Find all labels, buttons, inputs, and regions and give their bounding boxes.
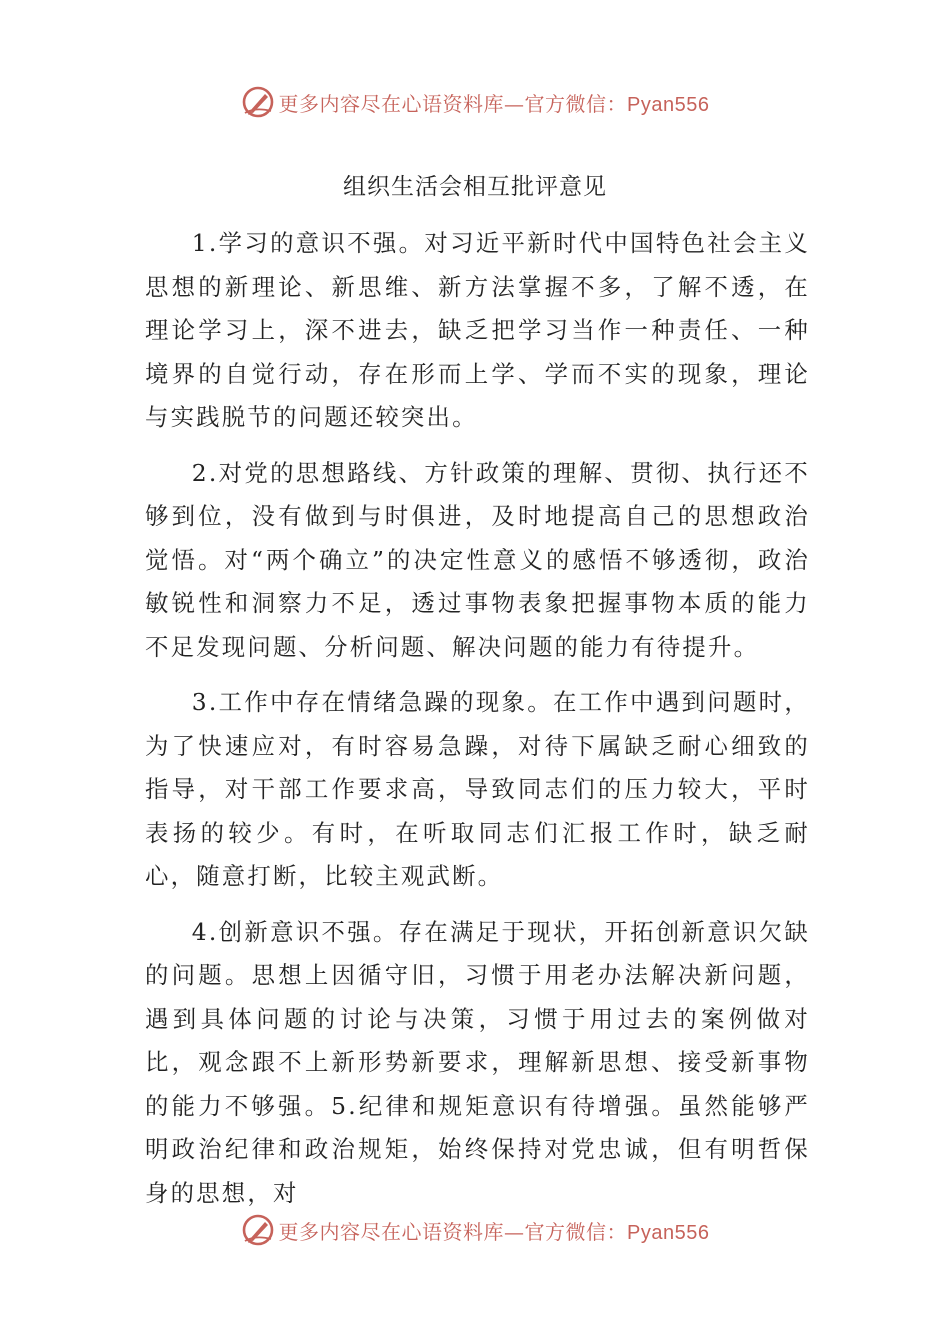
document-title: 组织生活会相互批评意见	[343, 174, 607, 200]
paragraph-4: 4.创新意识不强。存在满足于现状，开拓创新意识欠缺的问题。思想上因循守旧，习惯于用老办法解决新问题，遇到具体问题的讨论与决策，习惯于用过去的案例做对比，观念跟不上新形势新要求，理解新思想、接受新事物的能力不够强。5.纪律和规矩意识有待增强。虽然能够严明政治纪律和政治规矩，始终保持对党忠诚，但有明哲保身的思想，对	[145, 917, 810, 1207]
paragraph-2: 2.对党的思想路线、方针政策的理解、贯彻、执行还不够到位，没有做到与时俱进，及时地提高自己的思想政治觉悟。对“两个确立”的决定性意义的感悟不够透彻，政治敏锐性和洞察力不足，透过事物表象把握事物本质的能力不足发现问题、分析问题、解决问题的能力有待提升。	[145, 458, 810, 661]
pen-in-circle-logo	[241, 1213, 275, 1247]
banner-text: 更多内容尽在心语资料库—官方微信：Pyan556	[278, 91, 710, 116]
footer-banner	[0, 1210, 950, 1250]
document-body	[145, 222, 810, 1227]
wechat-id: Pyan556	[627, 1221, 710, 1244]
paragraph-3: 3.工作中存在情绪急躁的现象。在工作中遇到问题时，为了快速应对，有时容易急躁，对待下属缺乏耐心细致的指导，对干部工作要求高，导致同志们的压力较大，平时表扬的较少。有时，在听取同志们汇报工作时，缺乏耐心，随意打断，比较主观武断。	[145, 688, 810, 890]
wechat-id: Pyan556	[627, 93, 710, 116]
header-banner	[0, 82, 950, 122]
banner-text: 更多内容尽在心语资料库—官方微信：Pyan556	[278, 1219, 710, 1244]
paragraph-1: 1.学习的意识不强。对习近平新时代中国特色社会主义思想的新理论、新思维、新方法掌握不多，了解不透，在理论学习上，深不进去，缺乏把学习当作一种责任、一种境界的自觉行动，存在形而上学、学而不实的现象，理论与实践脱节的问题还较突出。	[145, 229, 810, 431]
pen-in-circle-logo	[241, 85, 275, 119]
